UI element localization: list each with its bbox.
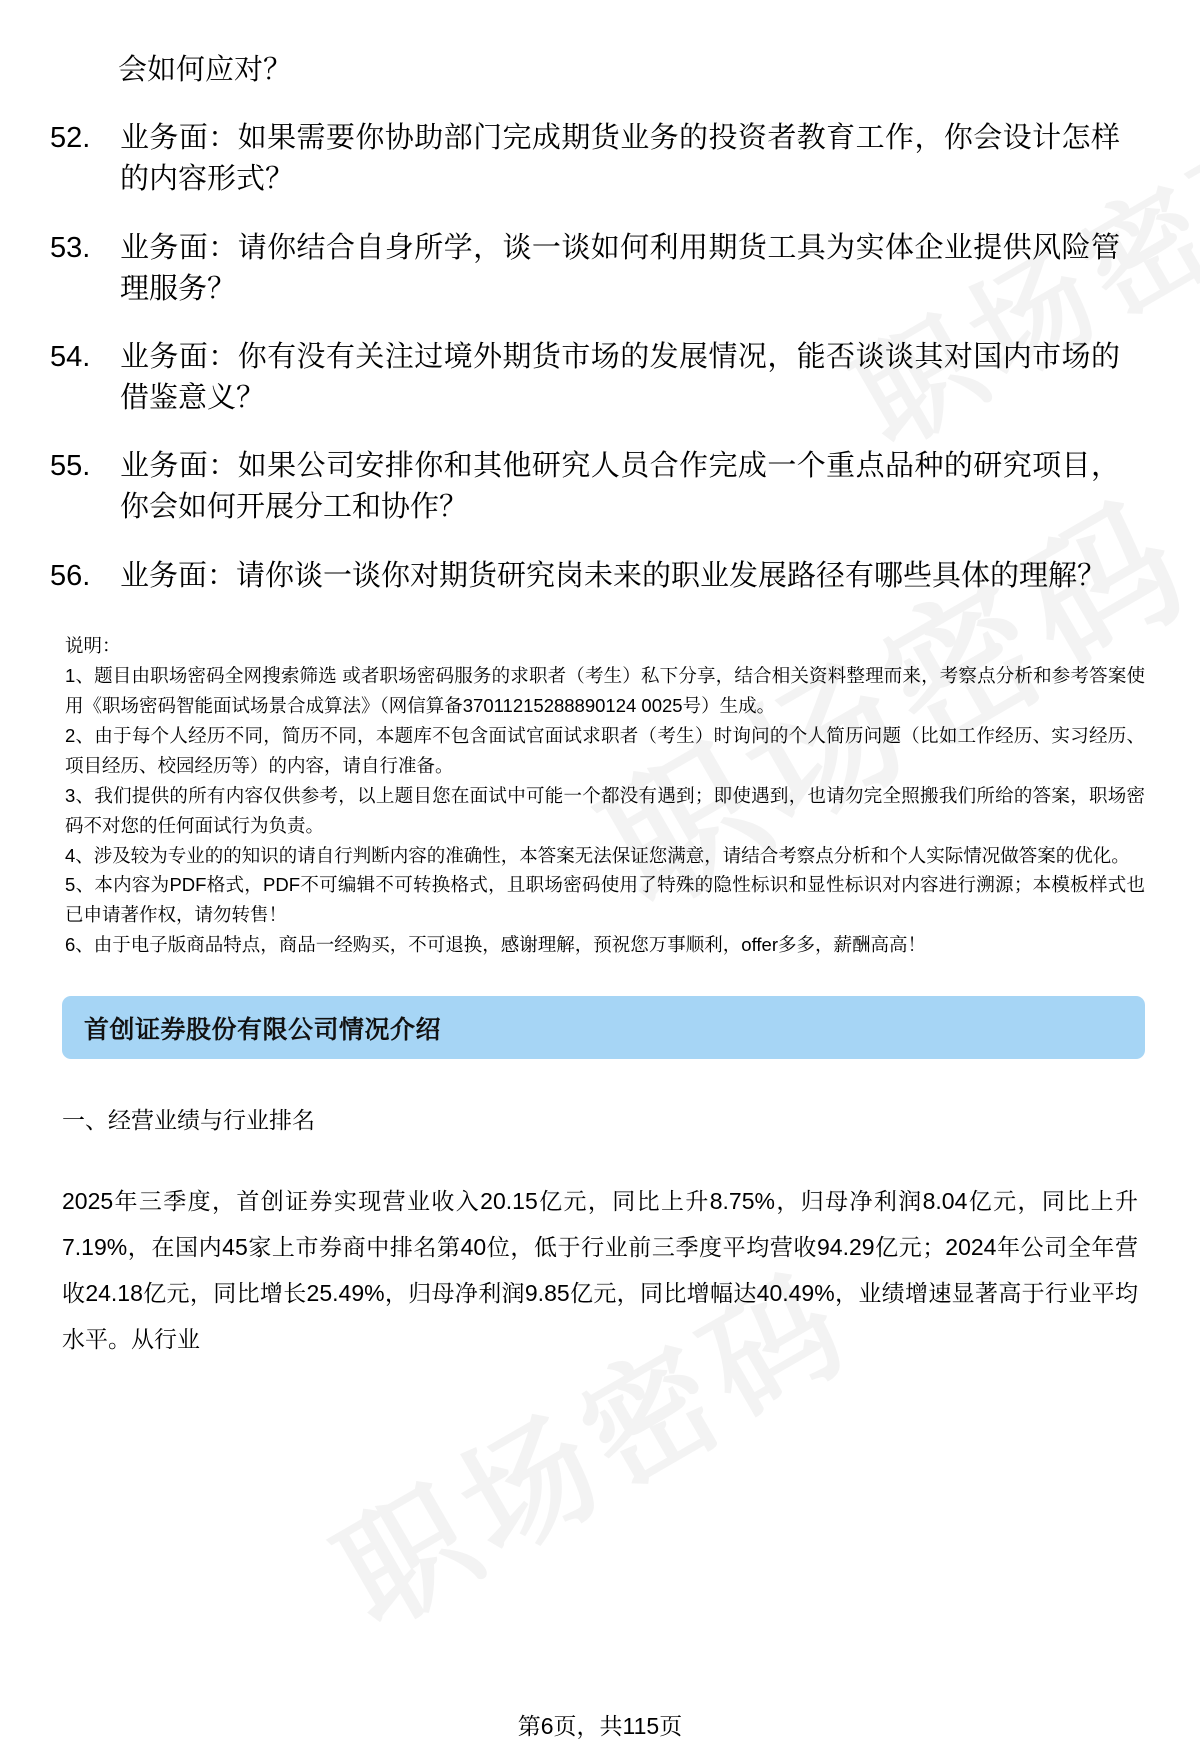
question-number: 55. xyxy=(50,450,91,483)
continued-question-text: 会如何应对？ xyxy=(118,54,293,86)
question-item xyxy=(0,337,1200,419)
company-section-title: 首创证券股份有限公司情况介绍 xyxy=(84,1015,442,1044)
note-item: 4、涉及较为专业的的知识的请自行判断内容的准确性，本答案无法保证您满意，请结合考察点分析和个人实际情况做答案的优化。 xyxy=(65,844,1130,866)
page-footer: 第6页，共115页 xyxy=(517,1713,683,1739)
question-text: 业务面：如果需要你协助部门完成期货业务的投资者教育工作，你会设计怎样的内容形式？ xyxy=(120,122,1120,196)
note-item: 5、本内容为PDF格式，PDF不可编辑不可转换格式，且职场密码使用了特殊的隐性标识和显性标识对内容进行溯源；本模板样式也已申请著作权，请勿转售！ xyxy=(65,874,1145,926)
question-text: 业务面：请你谈一谈你对期货研究岗未来的职业发展路径有哪些具体的理解？ xyxy=(120,559,1107,592)
question-number: 54. xyxy=(50,340,91,373)
question-text: 业务面：请你结合自身所学，谈一谈如何利用期货工具为实体企业提供风险管理服务？ xyxy=(120,231,1120,305)
section-heading: 一、经营业绩与行业排名 xyxy=(62,1107,315,1134)
question-list xyxy=(0,118,1200,597)
question-number: 52. xyxy=(50,122,91,155)
question-number: 53. xyxy=(50,231,91,264)
question-text: 业务面：你有没有关注过境外期货市场的发展情况，能否谈谈其对国内市场的借鉴意义？ xyxy=(120,340,1120,415)
question-item xyxy=(0,446,1200,528)
question-text: 业务面：如果公司安排你和其他研究人员合作完成一个重点品种的研究项目，你会如何开展分工和协作？ xyxy=(120,450,1120,524)
company-section-banner xyxy=(62,996,1145,1059)
question-number: 56. xyxy=(50,559,91,592)
question-item xyxy=(0,118,1200,200)
note-item: 6、由于电子版商品特点，商品一经购买，不可退换，感谢理解，预祝您万事顺利，offer多多，薪酬高高！ xyxy=(65,934,926,956)
notes-section xyxy=(0,631,1200,961)
section-paragraph: 2025年三季度，首创证券实现营业收入20.15亿元，同比上升8.75%，归母净利润8.04亿元，同比上升7.19%，在国内45家上市券商中排名第40位，低于行业前三季度平均营收94.29亿元；2024年公司全年营收24.18亿元，同比增长25.49%，归母净利润9.85亿元，同比增幅达40.49%，业绩增速显著高于行业平均水平。从行业 xyxy=(62,1187,1138,1352)
note-item: 2、由于每个人经历不同，简历不同，本题库不包含面试官面试求职者（考生）时询问的个人简历问题（比如工作经历、实习经历、项目经历、校园经历等）的内容，请自行准备。 xyxy=(65,724,1145,776)
notes-title: 说明： xyxy=(65,634,121,656)
question-item xyxy=(0,228,1200,310)
note-item: 1、题目由职场密码全网搜索筛选 或者职场密码服务的求职者（考生）私下分享，结合相关资料整理而来，考察点分析和参考答案使用《职场密码智能面试场景合成算法》（网信算备37011215288890124 0025号）生成。 xyxy=(65,664,1145,716)
question-item xyxy=(0,556,1200,597)
note-item: 3、我们提供的所有内容仅供参考，以上题目您在面试中可能一个都没有遇到；即使遇到，也请勿完全照搬我们所给的答案，职场密码不对您的任何面试行为负责。 xyxy=(65,784,1145,836)
